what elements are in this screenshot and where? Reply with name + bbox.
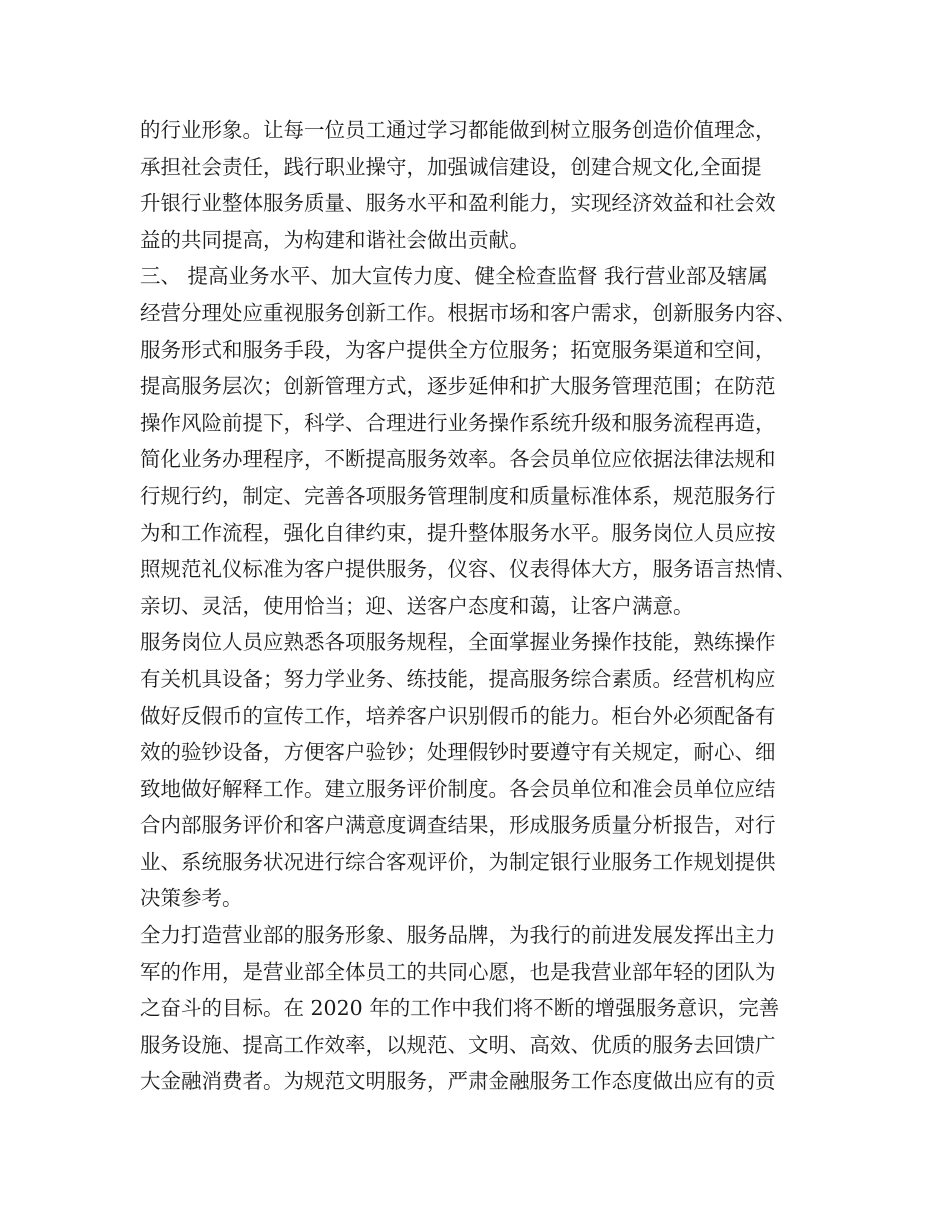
text-line: 经营分理处应重视服务创新工作。根据市场和客户需求，创新服务内容、 xyxy=(140,300,796,325)
section-heading-line: 三、 提高业务水平、加大宣传力度、健全检查监督 我行营业部及辖属 xyxy=(140,264,769,289)
text-line: 合内部服务评价和客户满意度调查结果，形成服务质量分析报告，对行 xyxy=(140,813,776,838)
text-line: 照规范礼仪标准为客户提供服务，仪容、仪表得体大方，服务语言热情、 xyxy=(140,557,796,582)
text-line: 的行业形象。让每一位员工通过学习都能做到树立服务创造价值理念， xyxy=(140,118,776,142)
text-line: 行规行约，制定、完善各项服务管理制度和质量标准体系，规范服务行 xyxy=(140,483,776,508)
text-line: 服务设施、提高工作效率，以规范、文明、高效、优质的服务去回馈广 xyxy=(140,1032,776,1057)
text-line: 提高服务层次；创新管理方式，逐步延伸和扩大服务管理范围；在防范 xyxy=(140,374,776,399)
body-text xyxy=(140,112,840,1100)
text-line: 服务岗位人员应熟悉各项服务规程，全面掌握业务操作技能，熟练操作 xyxy=(140,630,776,655)
text-line: 有关机具设备；努力学业务、练技能，提高服务综合素质。经营机构应 xyxy=(140,666,776,691)
text-line: 服务形式和服务手段，为客户提供全方位服务；拓宽服务渠道和空间， xyxy=(140,337,776,362)
text-line: 效的验钞设备，方便客户验钞；处理假钞时要遵守有关规定，耐心、细 xyxy=(140,740,776,765)
text-line: 之奋斗的目标。在 2020 年的工作中我们将不断的增强服务意识，完善 xyxy=(140,996,780,1021)
text-line: 做好反假币的宣传工作，培养客户识别假币的能力。柜台外必须配备有 xyxy=(140,703,776,728)
text-line: 承担社会责任，践行职业操守，加强诚信建设，创建合规文化,全面提 xyxy=(140,154,762,179)
text-line: 亲切、灵活，使用恰当；迎、送客户态度和蔼，让客户满意。 xyxy=(140,593,694,618)
text-line: 操作风险前提下，科学、合理进行业务操作系统升级和服务流程再造， xyxy=(140,410,776,435)
text-line: 益的共同提高，为构建和谐社会做出贡献。 xyxy=(140,227,530,252)
text-line: 军的作用，是营业部全体员工的共同心愿，也是我营业部年轻的团队为 xyxy=(140,959,776,984)
text-line: 全力打造营业部的服务形象、服务品牌，为我行的前进发展发挥出主力 xyxy=(140,923,776,948)
text-line: 致地做好解释工作。建立服务评价制度。各会员单位和准会员单位应结 xyxy=(140,776,776,801)
text-line: 为和工作流程，强化自律约束，提升整体服务水平。服务岗位人员应按 xyxy=(140,520,776,545)
text-line: 大金融消费者。为规范文明服务，严肃金融服务工作态度做出应有的贡 xyxy=(140,1069,776,1094)
text-line: 决策参考。 xyxy=(140,886,243,911)
text-line: 升银行业整体服务质量、服务水平和盈利能力，实现经济效益和社会效 xyxy=(140,191,776,216)
text-line: 业、系统服务状况进行综合客观评价，为制定银行业服务工作规划提供 xyxy=(140,849,776,874)
text-line: 简化业务办理程序，不断提高服务效率。各会员单位应依据法律法规和 xyxy=(140,447,776,472)
